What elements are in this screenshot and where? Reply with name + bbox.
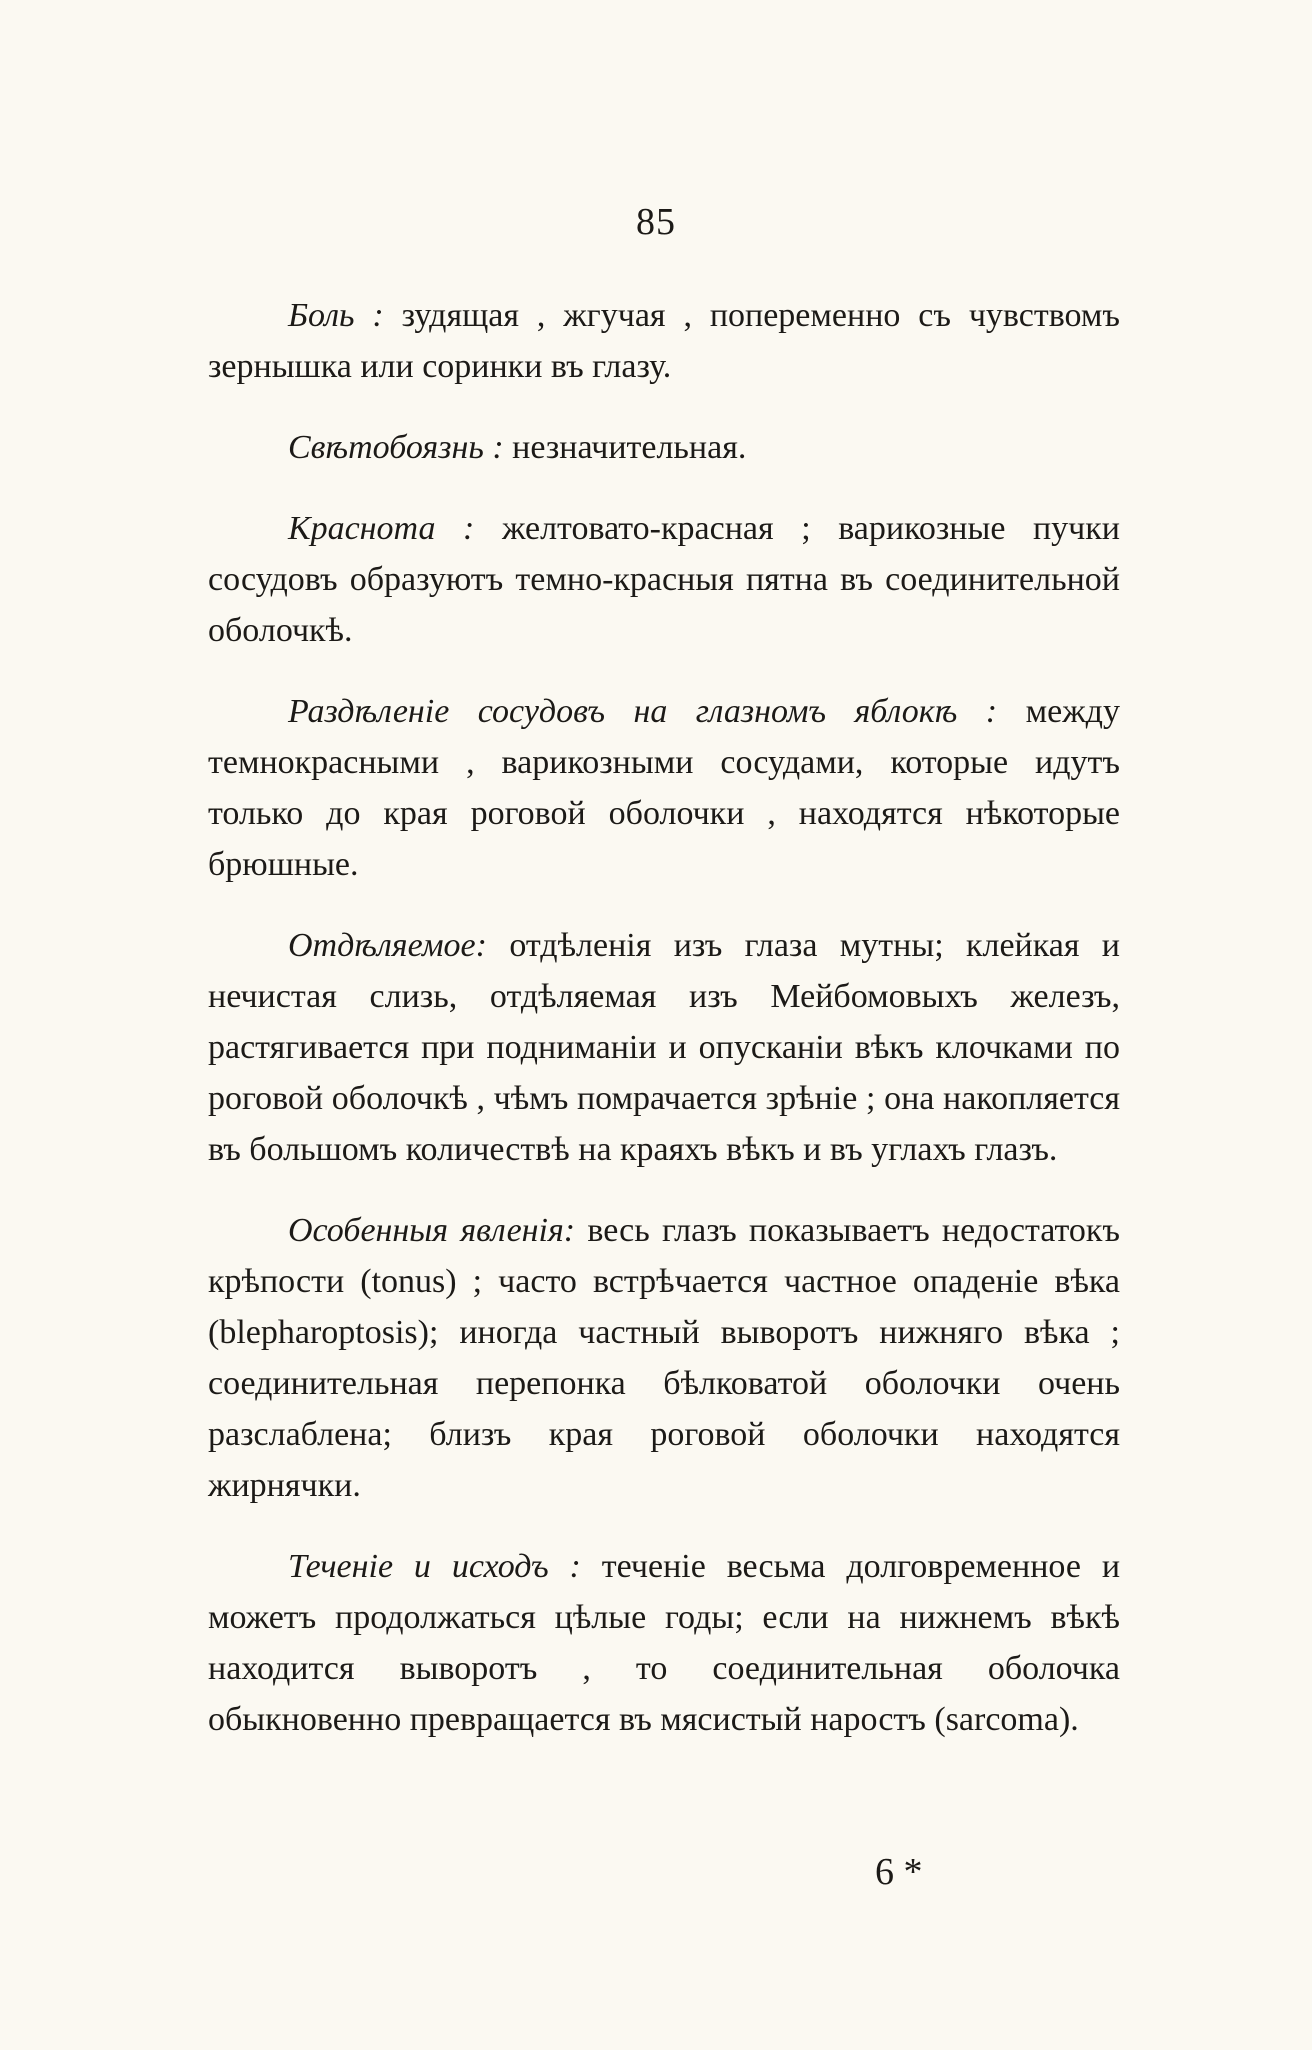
term-photophobia: Свѣтобоязнь : [288, 429, 504, 466]
term-course-outcome: Теченіе и исходъ : [288, 1548, 581, 1585]
page-number: 85 [636, 201, 676, 243]
paragraph-redness [208, 503, 1120, 656]
text-special-signs: весь глазъ показываетъ недостатокъ крѣпости (tonus) ; часто встрѣчается частное опаденіе вѣка (blepharoptosis); иногда частный выворотъ нижняго вѣка ; соединительная перепонка бѣлковатой оболочки очень разслаблена; близъ края роговой оболочки находятся жирнячки. [208, 1212, 1120, 1504]
term-pain: Боль : [288, 297, 384, 334]
signature-mark: 6 * [875, 1851, 923, 1893]
term-vessels: Раздѣленіе сосудовъ на глазномъ яблокѣ : [288, 693, 998, 730]
term-redness: Краснота : [288, 510, 475, 547]
paragraph-pain [208, 290, 1120, 392]
text-vessels: между темнокрасными , варикозными сосудами, которые идутъ только до края роговой оболочки , находятся нѣкоторые брюшные. [208, 693, 1120, 883]
text-redness: желтовато-красная ; варикозные пучки сосудовъ образуютъ темно-красныя пятна въ соединительной оболочкѣ. [208, 510, 1120, 649]
paragraph-photophobia [208, 422, 1120, 473]
text-course-outcome: теченіе весьма долговременное и можетъ продолжаться цѣлые годы; если на нижнемъ вѣкѣ находится выворотъ , то соединительная оболочка обыкновенно превращается въ мясистый наростъ (sarcoma). [208, 1548, 1121, 1738]
term-special-signs: Особенныя явленія: [288, 1212, 576, 1249]
text-discharge: отдѣленія изъ глаза мутны; клейкая и нечистая слизь, отдѣляемая изъ Мейбомовыхъ железъ, растягивается при подниманіи и опусканіи вѣкъ клочками по роговой оболочкѣ , чѣмъ помрачается зрѣніе ; она накопляется въ большомъ количествѣ на краяхъ вѣкъ и въ углахъ глазъ. [208, 927, 1120, 1168]
paragraph-vessels [208, 686, 1120, 890]
paragraph-special-signs [208, 1205, 1120, 1511]
page-body [208, 290, 1120, 1775]
term-discharge: Отдѣляемое: [288, 927, 487, 964]
paragraph-discharge [208, 920, 1120, 1175]
text-photophobia: незначительная. [503, 429, 747, 466]
text-pain: зудящая , жгучая , попеременно съ чувствомъ зернышка или соринки въ глазу. [208, 297, 1121, 385]
paragraph-course-outcome [208, 1541, 1120, 1745]
